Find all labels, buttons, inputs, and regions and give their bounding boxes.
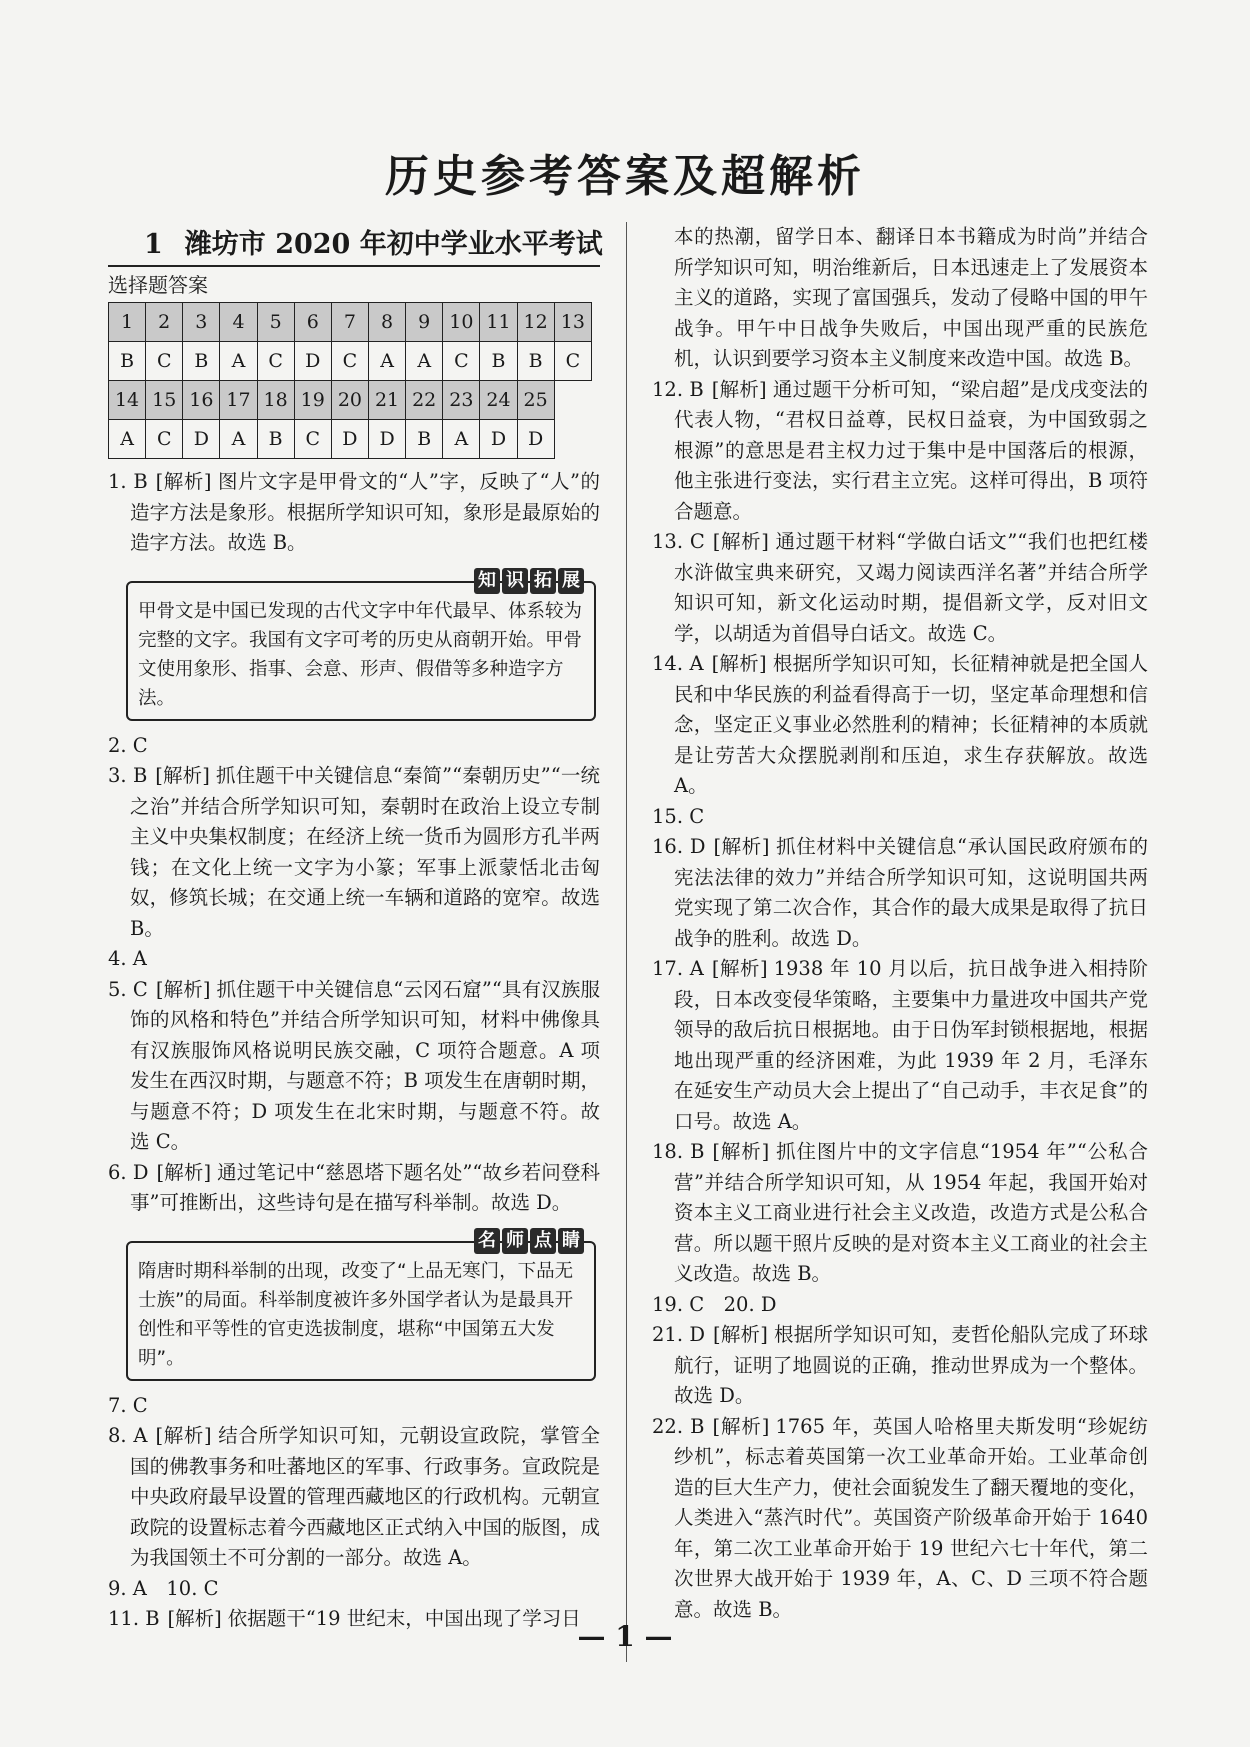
answer-letter: C: [294, 420, 331, 459]
answer-item-17: [652, 954, 1148, 1137]
question-number: 6: [294, 303, 331, 342]
answer-item-1: [108, 467, 600, 559]
analysis-tag: [解析]: [155, 764, 210, 787]
answer-table-answer-row-1: [109, 342, 592, 381]
answer-letter: D: [517, 420, 554, 459]
badge-char: 点: [530, 1228, 556, 1254]
answer-body: 1938 年 10 月以后，抗日战争进入相持阶段，日本改变侵华策略，主要集中力量进攻中国共产党领导的敌后抗日根据地。由于日伪军封锁根据地，根据地出现严重的经济困难，为此 1939 年 2 月，毛泽东在延安生产动员大会上提出了“自己动手，丰衣足食”的口号。故选 A。: [674, 957, 1148, 1133]
answer-body: 1765 年，英国人哈格里夫斯发明“珍妮纺纱机”，标志着英国第一次工业革命开始。工业革命创造的巨大生产力，使社会面貌发生了翻天覆地的变化，人类进入“蒸汽时代”。英国资产阶级革命开始于 1640 年，第二次工业革命开始于 19 世纪六七十年代，第二次世界大战开始于 1939 年，A、C、D 三项不符合题意。故选 B。: [674, 1414, 1148, 1621]
analysis-tag: [解析]: [711, 957, 768, 980]
knowledge-extension-box: [126, 569, 596, 721]
answer-table-question-row-1: [109, 303, 592, 342]
question-number: 19: [294, 381, 331, 420]
question-number: 9: [406, 303, 443, 342]
section-number: 1: [144, 229, 163, 260]
answer-item-14: [652, 649, 1148, 802]
empty-cell: [554, 381, 591, 420]
question-number: 8: [368, 303, 405, 342]
answer-item-12: [652, 375, 1148, 528]
question-number: 18: [257, 381, 294, 420]
section-heading: [108, 222, 603, 267]
answer-body: 通过笔记中“慈恩塔下题名处”“故乡若问登科事”可推断出，这些诗句是在描写科举制。故选 D。: [130, 1160, 600, 1214]
question-number: 4: [220, 303, 257, 342]
answer-body: 图片文字是甲骨文的“人”字，反映了“人”的造字方法是象形。根据所学知识可知，象形是最原始的造字方法。故选 B。: [130, 470, 600, 554]
answer-body: 通过题干材料“学做白话文”“我们也把红楼水浒做宝典来研究，又竭力阅读西洋名著”并结合所学知识可知，新文化运动时期，提倡新文学，反对旧文学，以胡适为首倡导白话文。故选 C。: [674, 530, 1148, 645]
question-number: 12: [517, 303, 554, 342]
answer-head: 16. D: [652, 835, 706, 858]
analysis-tag: [解析]: [711, 652, 767, 675]
badge-char: 展: [558, 568, 584, 594]
page-number: — 1 —: [577, 1620, 673, 1653]
question-number: 10: [443, 303, 480, 342]
answer-item-2: 2. C: [108, 733, 148, 757]
answer-letter: A: [443, 420, 480, 459]
answer-item-7: 7. C: [108, 1393, 148, 1417]
answer-letter: A: [220, 342, 257, 381]
answer-letter: B: [406, 420, 443, 459]
analysis-tag: [解析]: [155, 1424, 212, 1447]
badge-char: 识: [502, 568, 528, 594]
question-number: 13: [554, 303, 591, 342]
answer-head: 12. B: [652, 377, 704, 401]
answer-head: 17. A: [652, 957, 704, 980]
answer-item-13: [652, 527, 1148, 649]
section-title: 潍坊市 2020 年初中学业水平考试: [184, 229, 603, 260]
column-divider: [626, 222, 627, 1662]
answer-item-16: [652, 832, 1148, 954]
answer-letter: C: [146, 420, 183, 459]
analysis-tag: [解析]: [712, 1140, 770, 1163]
right-column: [652, 222, 1148, 1625]
answer-letter: D: [331, 420, 368, 459]
answer-body: 根据所学知识可知，长征精神就是把全国人民和中华民族的利益看得高于一切，坚定革命理想和信念，坚定正义事业必然胜利的精神；长征精神的本质就是让劳苦大众摆脱剥削和压迫，求生存获解放。故选 A。: [674, 652, 1148, 797]
answer-letter: C: [331, 342, 368, 381]
answer-head: 13. C: [652, 530, 705, 553]
analysis-tag: [解析]: [712, 1414, 770, 1438]
question-number: 17: [220, 381, 257, 420]
answer-letter: D: [480, 420, 517, 459]
answer-body: 抓住材料中关键信息“承认国民政府颁布的宪法法律的效力”并结合所学知识可知，这说明国共两党实现了第二次合作，其合作的最大成果是取得了抗日战争的胜利。故选 D。: [674, 835, 1148, 950]
answer-letter: D: [294, 342, 331, 381]
question-number: 2: [146, 303, 183, 342]
question-number: 20: [331, 381, 368, 420]
answer-table: [108, 302, 592, 459]
answer-letter: B: [517, 342, 554, 381]
answer-item-15: 15. C: [652, 804, 705, 828]
answer-head: 1. B: [108, 470, 148, 493]
answer-letter: A: [109, 420, 146, 459]
question-number: 15: [146, 381, 183, 420]
question-number: 7: [331, 303, 368, 342]
answer-letter: C: [257, 342, 294, 381]
answer-letter: A: [220, 420, 257, 459]
answer-body: 抓住图片中的文字信息“1954 年”“公私合营”并结合所学知识可知，从 1954 年起，我国开始对资本主义工商业进行社会主义改造，改造方式是公私合营。所以题干照片反映的是对资本主义工商业的社会主义改造。故选 B。: [674, 1140, 1148, 1285]
answer-letter: C: [443, 342, 480, 381]
answer-item-9-10: 9. A 10. C: [108, 1576, 219, 1600]
page-title: 历史参考答案及超解析: [385, 151, 865, 202]
answer-item-19-20: 19. C 20. D: [652, 1292, 777, 1316]
choice-answers-label: 选择题答案: [108, 273, 208, 297]
question-number: 16: [183, 381, 220, 420]
answer-item-3: [108, 761, 600, 944]
answer-item-22: [652, 1412, 1148, 1626]
answer-item-8: [108, 1421, 600, 1574]
question-number: 11: [480, 303, 517, 342]
answer-body: 依据题干“19 世纪末，中国出现了学习日: [227, 1607, 581, 1630]
question-number: 24: [480, 381, 517, 420]
answer-item-11-continued: 本的热潮，留学日本、翻译日本书籍成为时尚”并结合所学知识可知，明治维新后，日本迅速走上了发展资本主义的道路，实现了富国强兵，发动了侵略中国的甲午战争。甲午中日战争失败后，中国出现严重的民族危机，认识到要学习资本主义制度来改造中国。故选 B。: [674, 225, 1148, 370]
answer-head: 21. D: [652, 1323, 706, 1346]
badge-char: 师: [502, 1228, 528, 1254]
answer-head: 11. B: [108, 1607, 160, 1630]
answer-letter: D: [368, 420, 405, 459]
answer-body: 通过题干分析可知，“梁启超”是戊戌变法的代表人物，“君权日益尊，民权日益衰，为中国致弱之根源”的意思是君主权力过于集中是中国落后的根源，他主张进行变法，实行君主立宪。这样可得出，B 项符合题意。: [674, 377, 1148, 523]
analysis-tag: [解析]: [155, 470, 212, 493]
badge-char: 睛: [558, 1228, 584, 1254]
question-number: 21: [368, 381, 405, 420]
answer-item-18: [652, 1137, 1148, 1290]
analysis-tag: [解析]: [156, 1160, 212, 1184]
question-number: 23: [443, 381, 480, 420]
analysis-tag: [解析]: [713, 835, 770, 858]
badge-char: 名: [474, 1228, 500, 1254]
tip-badge: [474, 1228, 584, 1254]
answer-body: 结合所学知识可知，元朝设宣政院，掌管全国的佛教事务和吐蕃地区的军事、行政事务。宣政院是中央政府最早设置的管理西藏地区的行政机构。元朝宣政院的设置标志着今西藏地区正式纳入中国的版图，成为我国领土不可分割的一部分。故选 A。: [130, 1424, 600, 1569]
answer-letter: C: [146, 342, 183, 381]
answer-head: 22. B: [652, 1414, 705, 1438]
answer-table-answer-row-2: [109, 420, 592, 459]
answer-letter: B: [183, 342, 220, 381]
answer-head: 6. D: [108, 1160, 149, 1184]
answer-table-question-row-2: [109, 381, 592, 420]
answer-head: 18. B: [652, 1140, 705, 1163]
analysis-tag: [解析]: [712, 530, 769, 553]
answer-letter: C: [554, 342, 591, 381]
analysis-tag: [解析]: [711, 377, 767, 401]
answer-head: 5. C: [108, 977, 148, 1001]
answer-item-6: [108, 1158, 600, 1219]
answer-item-4: 4. A: [108, 947, 147, 970]
analysis-tag: [解析]: [713, 1323, 768, 1346]
analysis-tag: [解析]: [167, 1607, 222, 1630]
answer-letter: D: [183, 420, 220, 459]
question-number: 25: [517, 381, 554, 420]
answer-letter: B: [257, 420, 294, 459]
analysis-tag: [解析]: [155, 977, 211, 1001]
answer-item-21: [652, 1320, 1148, 1412]
answer-letter: A: [406, 342, 443, 381]
question-number: 14: [109, 381, 146, 420]
tip-text: 甲骨文是中国已发现的古代文字中年代最早、体系较为完整的文字。我国有文字可考的历史从商朝开始。甲骨文使用象形、指事、会意、形声、假借等多种造字方法。: [138, 600, 583, 709]
question-number: 5: [257, 303, 294, 342]
answer-letter: B: [109, 342, 146, 381]
empty-cell: [554, 420, 591, 459]
answer-letter: B: [480, 342, 517, 381]
question-number: 1: [109, 303, 146, 342]
answer-letter: A: [368, 342, 405, 381]
answer-item-5: [108, 975, 600, 1158]
answer-head: 14. A: [652, 652, 704, 675]
answer-body: 抓住题干中关键信息“云冈石窟”“具有汉族服饰的风格和特色”并结合所学知识可知，材料中佛像具有汉族服饰风格说明民族交融，C 项符合题意。A 项发生在西汉时期，与题意不符；B 项发生在唐朝时期，与题意不符；D 项发生在北宋时期，与题意不符。故选 C。: [130, 977, 600, 1153]
left-column: [108, 222, 603, 1635]
answer-body: 根据所学知识可知，麦哲伦船队完成了环球航行，证明了地圆说的正确，推动世界成为一个整体。故选 D。: [674, 1323, 1148, 1407]
tip-text: 隋唐时期科举制的出现，改变了“上品无寒门，下品无士族”的局面。科举制度被许多外国学者认为是最具开创性和平等性的官吏选拔制度，堪称“中国第五大发明”。: [138, 1260, 574, 1369]
answer-head: 3. B: [108, 764, 148, 787]
tip-badge: [474, 568, 584, 594]
teacher-insight-box: [126, 1229, 596, 1381]
answer-body: 抓住题干中关键信息“秦简”“秦朝历史”“一统之治”并结合所学知识可知，秦朝时在政治上设立专制主义中央集权制度；在经济上统一货币为圆形方孔半两钱；在文化上统一文字为小篆；军事上派蒙恬北击匈奴，修筑长城；在交通上统一车辆和道路的宽窄。故选 B。: [130, 764, 601, 940]
question-number: 22: [406, 381, 443, 420]
badge-char: 拓: [530, 568, 556, 594]
badge-char: 知: [474, 568, 500, 594]
answer-head: 8. A: [108, 1424, 148, 1447]
question-number: 3: [183, 303, 220, 342]
